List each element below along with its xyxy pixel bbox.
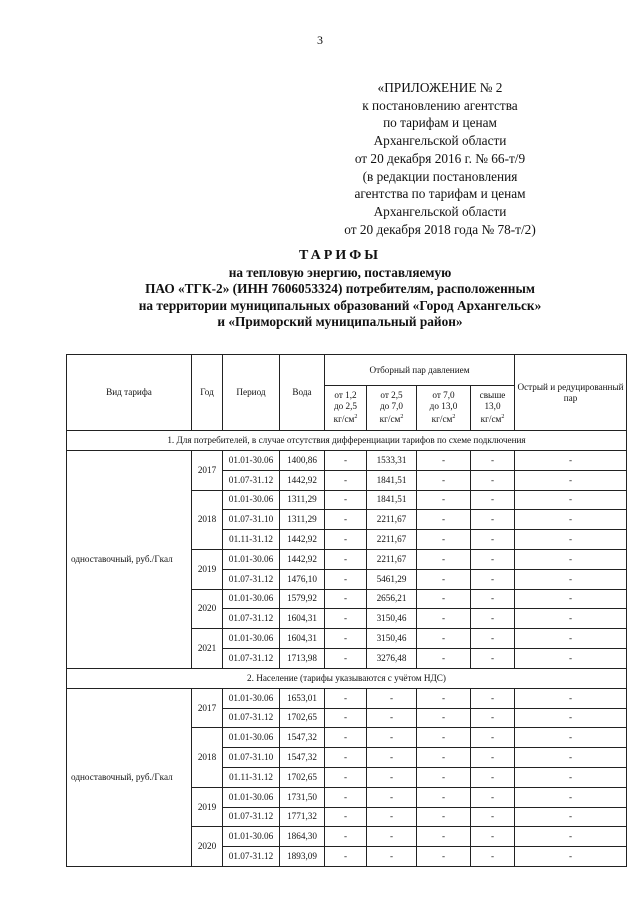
pressure-4-cell: - [471, 609, 515, 629]
pressure-from: свыше [479, 390, 506, 401]
period-cell: 01.01-30.06 [223, 589, 280, 609]
pressure-1-cell: - [325, 549, 367, 569]
table-row [67, 451, 627, 471]
pressure-3-cell: - [417, 530, 471, 550]
pressure-1-cell: - [325, 748, 367, 768]
pressure-2-cell: 3150,46 [367, 629, 417, 649]
pressure-unit [472, 412, 513, 425]
sharp-steam-cell: - [515, 688, 627, 708]
pressure-unit [326, 412, 365, 425]
pressure-unit [418, 412, 469, 425]
header-pressure-col [325, 386, 367, 431]
pressure-4-cell: - [471, 708, 515, 728]
period-cell: 01.01-30.06 [223, 787, 280, 807]
header-year: Год [192, 355, 223, 431]
pressure-4-cell: - [471, 589, 515, 609]
tariff-type-cell: одноставочный, руб./Гкал [67, 688, 192, 866]
pressure-to: до 13,0 [429, 401, 458, 412]
pressure-1-cell: - [325, 787, 367, 807]
document-title [60, 248, 620, 331]
sharp-steam-cell: - [515, 569, 627, 589]
tariff-table [66, 354, 627, 867]
year-cell: 2017 [192, 451, 223, 491]
water-cell: 1547,32 [280, 748, 325, 768]
pressure-4-cell: - [471, 470, 515, 490]
pressure-2-cell: 2656,21 [367, 589, 417, 609]
pressure-1-cell: - [325, 767, 367, 787]
sharp-steam-cell: - [515, 728, 627, 748]
pressure-3-cell: - [417, 807, 471, 827]
water-cell: 1604,31 [280, 609, 325, 629]
pressure-2-cell: - [367, 827, 417, 847]
pressure-4-cell: - [471, 490, 515, 510]
sharp-steam-cell: - [515, 807, 627, 827]
pressure-2-cell: 1841,51 [367, 470, 417, 490]
appendix-header [330, 79, 550, 238]
pressure-to: до 7,0 [379, 401, 404, 412]
period-cell: 01.11-31.12 [223, 767, 280, 787]
pressure-1-cell: - [325, 708, 367, 728]
sharp-steam-cell: - [515, 847, 627, 867]
year-cell: 2019 [192, 787, 223, 827]
period-cell: 01.07-31.12 [223, 609, 280, 629]
sharp-steam-cell: - [515, 530, 627, 550]
pressure-4-cell: - [471, 847, 515, 867]
title-line: и «Приморский муниципальный район» [217, 314, 463, 329]
pressure-1-cell: - [325, 470, 367, 490]
water-cell: 1476,10 [280, 569, 325, 589]
water-cell: 1893,09 [280, 847, 325, 867]
water-cell: 1653,01 [280, 688, 325, 708]
pressure-1-cell: - [325, 609, 367, 629]
header-sharp-steam: Острый и редуцированный пар [515, 355, 627, 431]
year-cell: 2021 [192, 629, 223, 669]
year-cell: 2018 [192, 490, 223, 549]
period-cell: 01.07-31.12 [223, 708, 280, 728]
header-tariff-type: Вид тарифа [67, 355, 192, 431]
pressure-1-cell: - [325, 728, 367, 748]
pressure-3-cell: - [417, 569, 471, 589]
pressure-1-cell: - [325, 451, 367, 471]
header-steam-group: Отборный пар давлением [325, 355, 515, 386]
water-cell: 1731,50 [280, 787, 325, 807]
pressure-to: до 2,5 [333, 401, 358, 412]
pressure-4-cell: - [471, 767, 515, 787]
appendix-line: от 20 декабря 2016 г. № 66-т/9 [354, 150, 526, 166]
appendix-line: агентства по тарифам и ценам [354, 186, 526, 202]
pressure-4-cell: - [471, 629, 515, 649]
sharp-steam-cell: - [515, 589, 627, 609]
period-cell: 01.01-30.06 [223, 451, 280, 471]
water-cell: 1311,29 [280, 490, 325, 510]
pressure-1-cell: - [325, 530, 367, 550]
period-cell: 01.01-30.06 [223, 549, 280, 569]
sharp-steam-cell: - [515, 787, 627, 807]
pressure-2-cell: - [367, 688, 417, 708]
sharp-steam-cell: - [515, 748, 627, 768]
pressure-1-cell: - [325, 569, 367, 589]
pressure-1-cell: - [325, 648, 367, 668]
unit-text: кг/см [480, 414, 502, 425]
pressure-2-cell: 1841,51 [367, 490, 417, 510]
page-number: 3 [317, 33, 323, 47]
header-period: Период [223, 355, 280, 431]
pressure-1-cell: - [325, 827, 367, 847]
period-cell: 01.07-31.12 [223, 470, 280, 490]
title-heading: ТАРИФЫ [299, 248, 381, 263]
pressure-3-cell: - [417, 451, 471, 471]
pressure-4-cell: - [471, 827, 515, 847]
period-cell: 01.07-31.12 [223, 847, 280, 867]
period-cell: 01.07-31.10 [223, 748, 280, 768]
water-cell: 1547,32 [280, 728, 325, 748]
pressure-3-cell: - [417, 767, 471, 787]
water-cell: 1442,92 [280, 549, 325, 569]
table-row [67, 688, 627, 708]
period-cell: 01.01-30.06 [223, 728, 280, 748]
pressure-3-cell: - [417, 847, 471, 867]
period-cell: 01.07-31.12 [223, 569, 280, 589]
title-line: ПАО «ТГК-2» (ИНН 7606053324) потребителям, расположенным [145, 281, 535, 296]
pressure-4-cell: - [471, 451, 515, 471]
pressure-4-cell: - [471, 787, 515, 807]
appendix-line: Архангельской области [373, 203, 507, 219]
pressure-2-cell: 5461,29 [367, 569, 417, 589]
pressure-1-cell: - [325, 589, 367, 609]
pressure-3-cell: - [417, 648, 471, 668]
pressure-unit [368, 412, 415, 425]
pressure-4-cell: - [471, 688, 515, 708]
year-cell: 2020 [192, 827, 223, 867]
pressure-2-cell: - [367, 748, 417, 768]
section-title: 1. Для потребителей, в случае отсутствия дифференциации тарифов по схеме подключения [67, 431, 627, 451]
pressure-1-cell: - [325, 629, 367, 649]
pressure-2-cell: 2211,67 [367, 510, 417, 530]
sharp-steam-cell: - [515, 510, 627, 530]
pressure-1-cell: - [325, 510, 367, 530]
title-line: на территории муниципальных образований «Город Архангельск» [138, 297, 542, 313]
period-cell: 01.01-30.06 [223, 827, 280, 847]
section-row [67, 431, 627, 451]
pressure-3-cell: - [417, 787, 471, 807]
sharp-steam-cell: - [515, 767, 627, 787]
pressure-3-cell: - [417, 629, 471, 649]
water-cell: 1702,65 [280, 767, 325, 787]
sharp-steam-cell: - [515, 470, 627, 490]
header-row [67, 355, 627, 386]
period-cell: 01.07-31.10 [223, 510, 280, 530]
pressure-2-cell: 3276,48 [367, 648, 417, 668]
year-cell: 2020 [192, 589, 223, 629]
year-cell: 2017 [192, 688, 223, 728]
pressure-1-cell: - [325, 490, 367, 510]
pressure-2-cell: - [367, 708, 417, 728]
pressure-4-cell: - [471, 648, 515, 668]
pressure-3-cell: - [417, 609, 471, 629]
water-cell: 1702,65 [280, 708, 325, 728]
pressure-3-cell: - [417, 827, 471, 847]
sharp-steam-cell: - [515, 629, 627, 649]
pressure-2-cell: - [367, 767, 417, 787]
period-cell: 01.01-30.06 [223, 490, 280, 510]
pressure-3-cell: - [417, 728, 471, 748]
pressure-4-cell: - [471, 807, 515, 827]
pressure-3-cell: - [417, 688, 471, 708]
pressure-3-cell: - [417, 470, 471, 490]
unit-text: кг/см [333, 414, 355, 425]
water-cell: 1400,86 [280, 451, 325, 471]
pressure-from: от 1,2 [334, 390, 357, 401]
pressure-4-cell: - [471, 569, 515, 589]
unit-exponent: 2 [400, 414, 404, 421]
water-cell: 1713,98 [280, 648, 325, 668]
sharp-steam-cell: - [515, 609, 627, 629]
unit-text: кг/см [379, 414, 401, 425]
pressure-3-cell: - [417, 708, 471, 728]
water-cell: 1442,92 [280, 470, 325, 490]
appendix-line: Архангельской области [373, 133, 507, 149]
title-line: на тепловую энергию, поставляемую [228, 264, 452, 280]
header-pressure-col [417, 386, 471, 431]
pressure-2-cell: 2211,67 [367, 530, 417, 550]
appendix-line: «ПРИЛОЖЕНИЕ № 2 [377, 80, 503, 95]
pressure-4-cell: - [471, 728, 515, 748]
water-cell: 1864,30 [280, 827, 325, 847]
pressure-4-cell: - [471, 510, 515, 530]
section-row [67, 668, 627, 688]
water-cell: 1311,29 [280, 510, 325, 530]
pressure-to: 13,0 [484, 401, 501, 412]
appendix-line: от 20 декабря 2018 года № 78-т/2) [344, 221, 536, 237]
unit-exponent: 2 [354, 414, 358, 421]
header-pressure-col [471, 386, 515, 431]
pressure-4-cell: - [471, 530, 515, 550]
unit-text: кг/см [431, 414, 453, 425]
pressure-1-cell: - [325, 688, 367, 708]
pressure-4-cell: - [471, 748, 515, 768]
pressure-2-cell: - [367, 787, 417, 807]
water-cell: 1771,32 [280, 807, 325, 827]
period-cell: 01.01-30.06 [223, 629, 280, 649]
pressure-2-cell: - [367, 847, 417, 867]
pressure-3-cell: - [417, 510, 471, 530]
appendix-line: по тарифам и ценам [383, 115, 497, 131]
pressure-from: от 2,5 [380, 390, 403, 401]
pressure-from: от 7,0 [432, 390, 455, 401]
pressure-2-cell: 3150,46 [367, 609, 417, 629]
sharp-steam-cell: - [515, 827, 627, 847]
water-cell: 1604,31 [280, 629, 325, 649]
sharp-steam-cell: - [515, 490, 627, 510]
pressure-2-cell: - [367, 728, 417, 748]
period-cell: 01.01-30.06 [223, 688, 280, 708]
appendix-line: к постановлению агентства [362, 97, 518, 113]
sharp-steam-cell: - [515, 648, 627, 668]
header-water: Вода [280, 355, 325, 431]
pressure-3-cell: - [417, 490, 471, 510]
pressure-3-cell: - [417, 549, 471, 569]
water-cell: 1579,92 [280, 589, 325, 609]
section-title: 2. Население (тарифы указываются с учётом НДС) [67, 668, 627, 688]
water-cell: 1442,92 [280, 530, 325, 550]
sharp-steam-cell: - [515, 708, 627, 728]
period-cell: 01.11-31.12 [223, 530, 280, 550]
sharp-steam-cell: - [515, 549, 627, 569]
year-cell: 2018 [192, 728, 223, 787]
year-cell: 2019 [192, 549, 223, 589]
unit-exponent: 2 [501, 414, 505, 421]
pressure-3-cell: - [417, 748, 471, 768]
unit-exponent: 2 [452, 414, 456, 421]
tariff-type-cell: одноставочный, руб./Гкал [67, 451, 192, 669]
pressure-3-cell: - [417, 589, 471, 609]
pressure-1-cell: - [325, 807, 367, 827]
period-cell: 01.07-31.12 [223, 807, 280, 827]
pressure-2-cell: 2211,67 [367, 549, 417, 569]
pressure-4-cell: - [471, 549, 515, 569]
header-pressure-col [367, 386, 417, 431]
sharp-steam-cell: - [515, 451, 627, 471]
pressure-2-cell: - [367, 807, 417, 827]
period-cell: 01.07-31.12 [223, 648, 280, 668]
appendix-line: (в редакции постановления [362, 168, 518, 184]
pressure-1-cell: - [325, 847, 367, 867]
pressure-2-cell: 1533,31 [367, 451, 417, 471]
